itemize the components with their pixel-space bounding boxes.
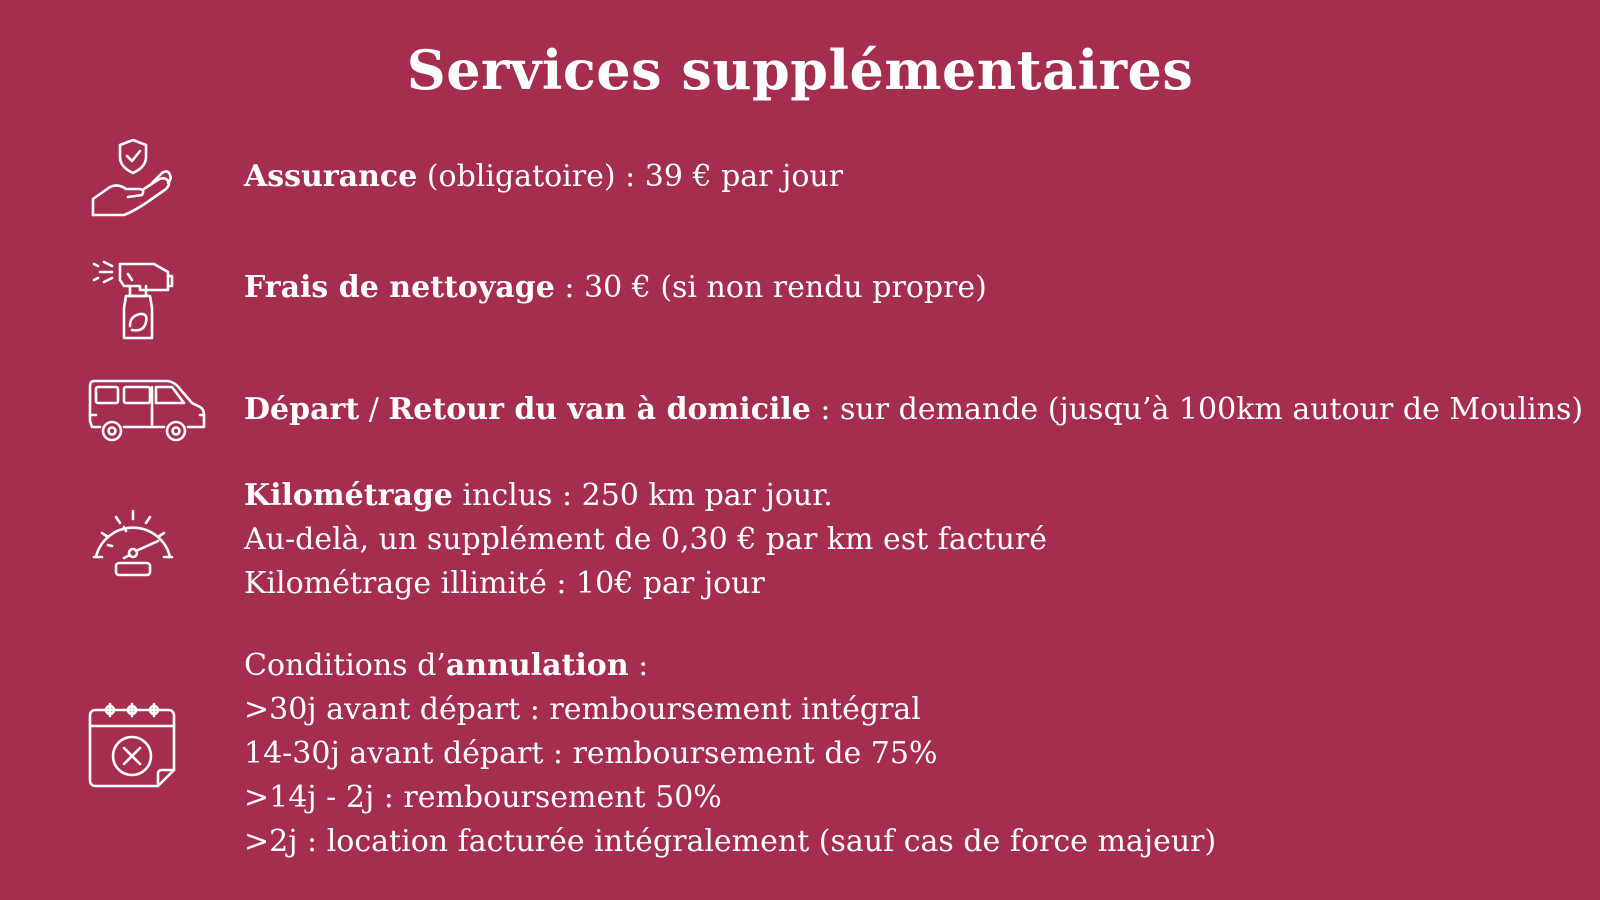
van-text — [244, 388, 1583, 432]
cancellation-pre: Conditions d’ — [244, 648, 446, 683]
mileage-line-3: Kilométrage illimité : 10€ par jour — [244, 566, 765, 601]
mileage-line-1 — [244, 474, 1047, 518]
insurance-hand-shield-icon — [90, 137, 176, 219]
cancellation-line-1: >30j avant départ : remboursement intégral — [244, 692, 921, 727]
van-detail: : sur demande (jusqu’à 100km autour de Moulins) — [810, 392, 1584, 427]
van-depart-label: Départ — [244, 392, 360, 427]
insurance-detail: (obligatoire) : 39 € par jour — [417, 159, 844, 194]
mileage-line-2: Au-delà, un supplément de 0,30 € par km est facturé — [244, 522, 1047, 557]
cancellation-colon: : — [628, 648, 649, 683]
cancellation-label: annulation — [445, 648, 629, 683]
insurance-label: Assurance — [244, 159, 418, 194]
van-return-label: Retour du van à domicile — [388, 392, 811, 427]
spray-bottle-icon — [90, 252, 176, 342]
cancellation-heading — [244, 644, 1216, 688]
cleaning-label: Frais de nettoyage — [244, 270, 555, 305]
cancellation-text — [244, 644, 1216, 864]
cleaning-text — [244, 266, 987, 310]
cancellation-line-4: >2j : location facturée intégralement (sauf cas de force majeur) — [244, 824, 1217, 859]
page-title: Services supplémentaires — [406, 38, 1194, 102]
cancellation-line-3: >14j - 2j : remboursement 50% — [244, 780, 722, 815]
calendar-cancel-icon — [88, 700, 178, 790]
mileage-text — [244, 474, 1047, 606]
mileage-label: Kilométrage — [244, 478, 453, 513]
insurance-text — [244, 155, 843, 199]
mileage-detail: inclus : 250 km par jour. — [452, 478, 833, 513]
van-separator: / — [359, 392, 389, 427]
cleaning-detail: : 30 € (si non rendu propre) — [554, 270, 987, 305]
cancellation-line-2: 14-30j avant départ : remboursement de 75% — [244, 736, 938, 771]
van-icon — [88, 377, 206, 443]
speedometer-icon — [90, 503, 176, 577]
